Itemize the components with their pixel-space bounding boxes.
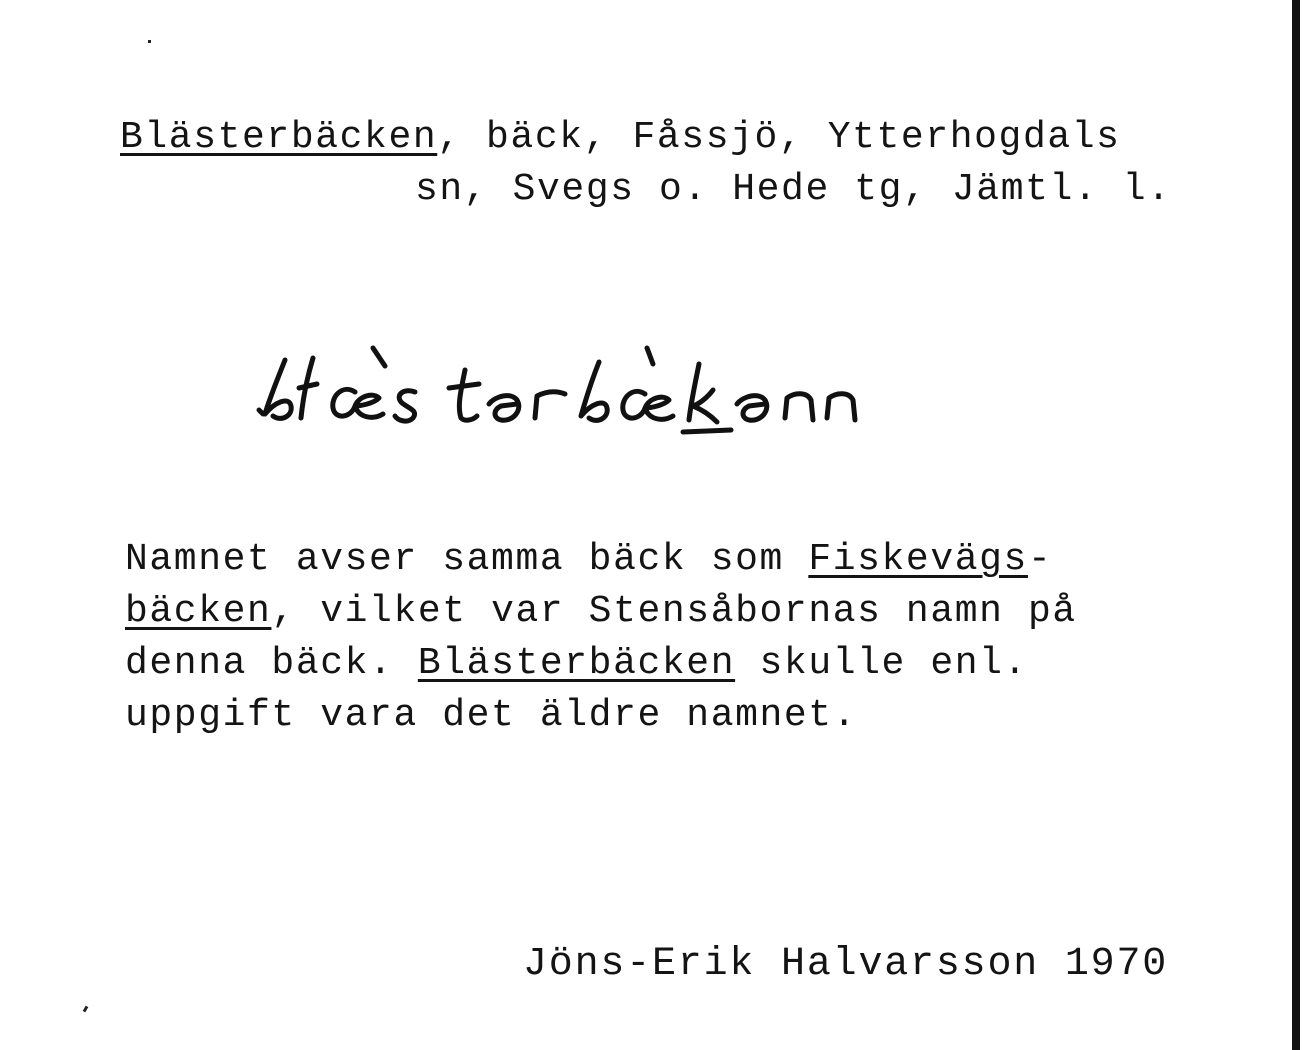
body-line-2: [125, 588, 1077, 636]
body-line-4: uppgift vara det äldre namnet.: [125, 694, 858, 737]
reference-name-fiskevagsbacken-part-2: bäcken: [125, 590, 272, 633]
place-name: Blästerbäcken: [120, 116, 438, 159]
body-line-2-text: , vilket var Stensåbornas namn på: [271, 590, 1077, 633]
heading-line-1-rest: , bäck, Fåssjö, Ytterhogdals: [437, 116, 1121, 159]
body-line-3-rest: skulle enl.: [735, 642, 1028, 685]
body-line-1-text: Namnet avser samma bäck som: [125, 538, 809, 581]
heading-line-1: [120, 114, 1121, 162]
heading-line-2: sn, Svegs o. Hede tg, Jämtl. l.: [415, 168, 1172, 211]
body-line-1: [125, 536, 1052, 584]
hyphen: -: [1027, 538, 1053, 581]
card-edge-shadow: [1292, 0, 1300, 1050]
body-line-3: [125, 640, 1028, 688]
reference-name-fiskevagsbacken-part-1: Fiskevägs: [808, 538, 1028, 581]
scan-speck: [148, 40, 151, 43]
handwritten-phonetic-transcription: [255, 340, 875, 440]
scan-speck: [83, 1006, 89, 1013]
author-signature-line: Jöns-Erik Halvarsson 1970: [523, 942, 1169, 987]
reference-name-blasterbacken: Blästerbäcken: [417, 642, 736, 685]
body-line-3-text: denna bäck.: [125, 642, 418, 685]
